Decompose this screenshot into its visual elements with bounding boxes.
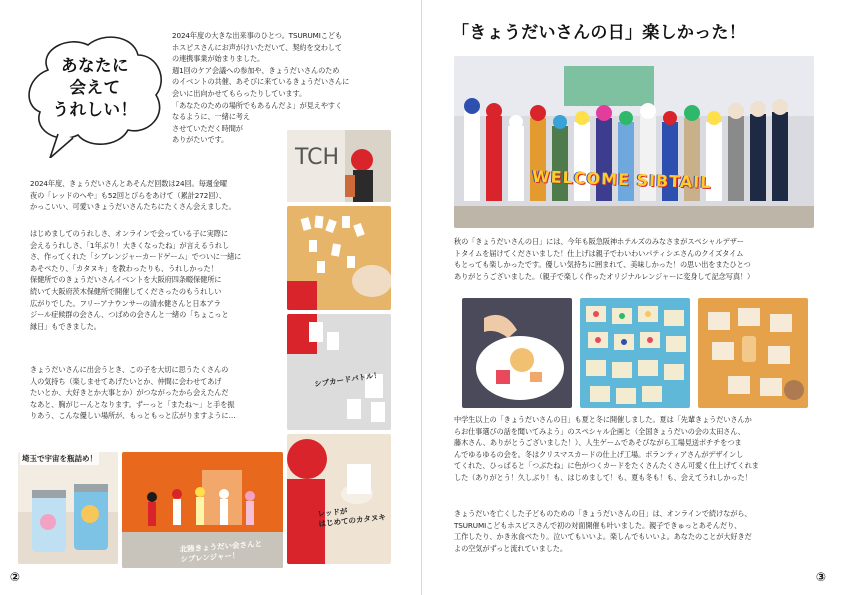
page-number-right: ③ <box>815 570 827 584</box>
photo-space-jars <box>18 452 118 564</box>
paragraph-bereaved-day: きょうだいを亡くした子どものための「きょうだいさんの日」は、オンラインで続けながら、 TSURUMIこどもホスピスさんで初の対面開催も叶いました。親子できゅっとあそんだり、 工作したり、かき氷食べたり。泣いてもいいよ。楽しんでもいいよ。あなたのことが大好きだ よの空気がずっと流れていました。 <box>454 509 752 553</box>
photo-card-game-table <box>287 206 391 310</box>
caption-katanuki: レッドが はじめてのカタヌキ <box>317 506 387 529</box>
photo-dessert-plate <box>462 298 572 408</box>
paragraph-teen-day: 中学生以上の「きょうだいさんの日」も夏と冬に開催しました。夏は「先輩きょうだいさんか らお仕事選びの話を聞いてみよう」のスペシャル企画と（全国きょうだいの会の太田さん、 藤木さん、ありがとうございました！）、人生ゲームであそびながら工場見送ポチチをつま んでゆるゆるの会を。冬はクリスマスカードの仕上げ工場。ボランティアさんがデザインし てくれた、ひっぱると「つぶたね」に色がつくカードをたくさんたくさん可愛く仕上げてくれま した（ありがとう！久しぶり！も、はじめまして！も、夏も冬も！も、会えてうれしかった！ <box>454 415 759 482</box>
photo-tch-red-ranger <box>287 130 391 202</box>
caption-card-battle: シブカードバトル！ <box>313 370 382 389</box>
paragraph-gratitude: きょうだいさんに出会うとき、この子を大切に思うたくさんの 人の気持ち（楽しませてあげたいとか、仲間に会わせてあげ たいとか、大好きとか大事とか）がつながったから会えたんだ なあと、胸がじーんとなります。ずーっと「またね～」と手を振 りあう、こんな優しい場所が、もっともっと広がりますように… <box>30 365 236 421</box>
caption-sibranger-stage: 北陸きょうだい会さんと シブレンジャー！ <box>179 539 263 564</box>
paragraph-happiness: はじめましてのうれしさ、オンラインで会っている子に実際に 会えるうれしさ、「1年ぶり！大きくなったね」が言えるうれし さ、作ってくれた「シブレンジャーカードゲーム」でついに一緒に あそべたり、「カタヌキ」を教わったりも、うれしかった！ 保健所でのきょうだいさんイベントを大阪府四条畷保健所に 続いて大阪府茨木保健所で開催してくださったのもうれしい 広がりでした。フリーアナウンサーの清水健さんと日本アラ ジール症候群の会さん、つばめの会さんと一緒の「ちょこっと 縁日」もできました。 <box>30 229 242 331</box>
photo-katanuki <box>287 434 391 564</box>
paragraph-dessert: 秋の「きょうだいさんの日」には、今年も阪急阪神ホテルズのみなさまがスペシャルデザー トタイムを届けてくださいました！仕上げは親子でわいわいパティシエさんのクイズタイム もとっても楽しかったです。優しい気持ちに囲まれて、美味しかった！の思い出をまたひとつ ありがとうございました。（親子で楽しく作ったオリジナルレンジャーに変身して記念写真！） <box>454 237 755 281</box>
photo-card-crafting <box>698 298 808 408</box>
paragraph-count: 2024年度、きょうだいさんとあそんだ回数は24回。毎週金曜 夜の「レッドのへや」も52回とびらをあけて（累計272回）、 かっこいい、可愛いきょうだいさんたちにたくさん会えました。 <box>30 179 236 212</box>
cloud-title: あなたに 会えて うれしい！ <box>52 56 138 119</box>
svg-text:TCH: TCH <box>295 145 340 170</box>
right-page <box>421 0 842 595</box>
page-title: 「きょうだいさんの日」楽しかった！ <box>452 23 747 43</box>
photo-group-welcome <box>454 56 814 228</box>
page-number-left: ② <box>9 570 21 584</box>
photo-christmas-cards <box>580 298 690 408</box>
welcome-banner: WELCOME SIBTAIL <box>531 166 712 193</box>
caption-space-jars: 埼玉で宇宙を瓶詰め！ <box>22 454 97 463</box>
intro-paragraph: 2024年度の大きな出来事のひとつ。TSURUMIこども ホスピスさんにお声がけいただいて、契約を交わして の連携事業が始まりました。 週1回のケア会議への参加や、きょうだいさんのため のイベントの共催、あそびに来ているきょうだいさんに 会いに出向かせてもらったりしています。 「あなたのための場所でもあるんだよ」が見えやすく なるように、一緒に考え させていただく時間が ありがたいです。 <box>172 31 350 145</box>
